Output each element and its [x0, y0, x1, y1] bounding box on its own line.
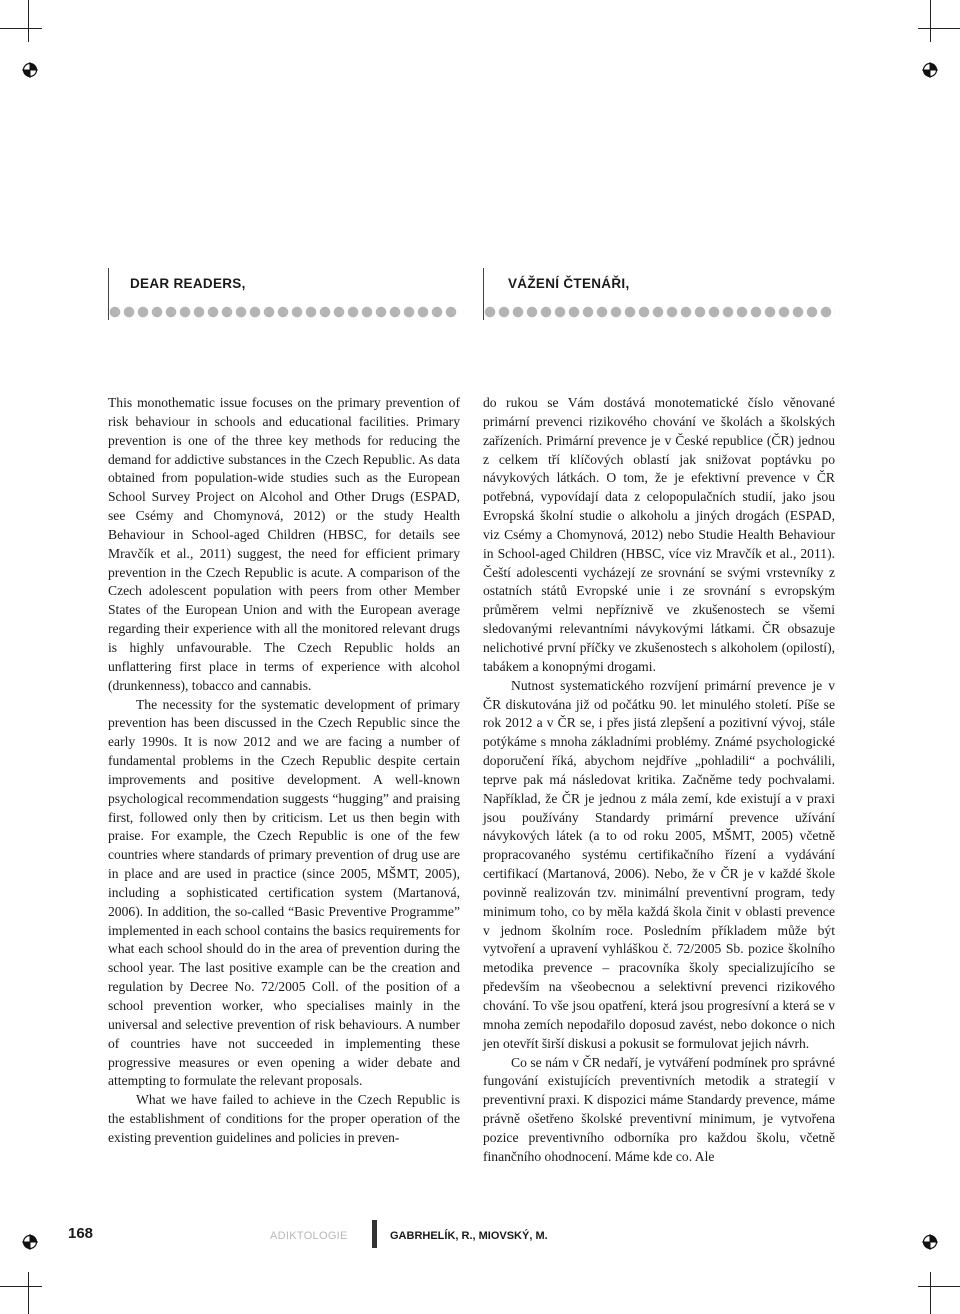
crop-mark — [0, 28, 42, 29]
page-number: 168 — [68, 1225, 94, 1242]
crop-mark — [28, 1272, 29, 1314]
crop-mark — [0, 1286, 42, 1287]
footer-bar — [372, 1220, 377, 1248]
crop-mark — [930, 0, 931, 42]
journal-name: ADIKTOLOGIE — [270, 1230, 348, 1242]
english-paragraph: The necessity for the systematic development of primary prevention has been discussed in the Czech Republic since the early 1990s. It is now 2012 and we are facing a number of fundamental problems in the Czech Republic despite certain improvements and positive development. A well-known psychological recommendation suggests “hugging” and praising first, followed only then by criticism. Let us then begin with praise. For example, the Czech Republic is one of the few countries where standards of primary prevention of drug use are in place and are used in practice (since 2005, MŠMT, 2005), including a sophisticated certification system (Martanová, 2006). In addition, the so-called “Basic Preventive Programme” implemented in each school contains the basics requirements for what each school should do in the area of prevention during the school year. The last positive example can be the creation and regulation by Decree No. 72/2005 Coll. of the position of a school prevention worker, who specialises mainly in the universal and selective prevention of risk behaviours. A number of countries have not succeeded in implementing these progressive measures or even opening a wider debate and attempting to formulate the relevant proposals. — [108, 696, 460, 1089]
registration-mark-icon — [22, 62, 38, 78]
registration-mark-icon — [22, 1234, 38, 1250]
dotted-rule-right — [483, 304, 835, 320]
dotted-rule-left — [108, 304, 458, 320]
registration-mark-icon — [922, 62, 938, 78]
czech-paragraph: Nutnost systematického rozvíjení primární prevence je v ČR diskutována již od počátku 90. let minulého století. Píše se rok 2012 a v ČR se, i přes jistá zlepšení a pozitivní vývoj, stále potýkáme s mnoha základními problémy. Známé psychologické doporučení říká, abychom nejdříve „pohladili“ a pochválili, teprve pak má následovat kritika. Začněme tedy pochvalami. Například, že ČR je jednou z mála zemí, kde existují a v praxi jsou používány Standardy primární prevence užívání návykových látek (a to od roku 2005, MŠMT, 2005) včetně propracovaného systému certifikačního řízení a vydávání certifikací (Martanová, 2006). Nebo, že v ČR je v každé škole povinně realizován tzv. minimální preventivní program, tedy minimum toho, co by měla každá škola činit v oblasti prevence v jednom školním roce. Posledním příkladem může být vytvoření a upravení vyhláškou č. 72/2005 Sb. pozice školního metodika prevence – pracovníka školy specializujícího se především na všeobecnou a selektivní prevenci rizikového chování. To vše jsou opatření, která jsou progresívní a která se v mnoha zemích nepodařilo doposud zavést, nebo dokonce o nich jen otevřít širší diskusi a pokusit se formulovat jejich návrh. — [483, 677, 835, 1051]
registration-mark-icon — [922, 1234, 938, 1250]
czech-paragraph: Co se nám v ČR nedaří, je vytváření podmínek pro správné fungování existujících preventivních metodik a strategií v preventivní praxi. K dispozici máme Standardy prevence, máme právně ošetřeno školské preventivní minimum, je vytvořena pozice preventivního odborníka pro každou školu, včetně finančního ohodnocení. Máme kde co. Ale — [483, 1054, 835, 1164]
section-title-english: DEAR READERS, — [130, 276, 246, 291]
section-title-czech: VÁŽENÍ ČTENÁŘI, — [508, 276, 630, 291]
crop-mark — [28, 0, 29, 42]
czech-column — [483, 394, 835, 1167]
english-paragraph: This monothematic issue focuses on the primary prevention of risk behaviour in schools and educational facilities. Primary prevention is one of the three key methods for reducing the demand for addictive substances in the Czech Republic. As data obtained from population-wide studies such as the European School Survey Project on Alcohol and Other Drugs (ESPAD, see Csémy and Chomynová, 2012) or the study Health Behaviour in School-aged Children (HBSC, for details see Mravčík et al., 2011) suggest, the need for efficient primary prevention in the Czech Republic is acute. A comparison of the Czech adolescent population with peers from other Member States of the European Union and with the European average regarding their experience with all the monitored relevant drugs is highly unfavourable. The Czech Republic holds an unflattering first place in terms of experience with alcohol (drunkenness), tobacco and cannabis. — [108, 395, 460, 693]
author-names: GABRHELÍK, R., MIOVSKÝ, M. — [390, 1230, 548, 1242]
english-paragraph: What we have failed to achieve in the Czech Republic is the establishment of conditions for the proper operation of the existing prevention guidelines and policies in preven- — [108, 1092, 460, 1145]
english-column — [108, 394, 460, 1148]
czech-paragraph: do rukou se Vám dostává monotematické číslo věnované primární prevenci rizikového chování ve školách a školských zařízeních. Primární prevence je v České republice (ČR) jednou z celkem tří klíčových oblastí jak snižovat poptávku po návykových látkách. O tom, že je efektivní prevence v ČR potřebná, vypovídají data z celopopulačních studií, jako jsou Evropská školní studie o alkoholu a jiných drogách (ESPAD, viz Csémy a Chomynová, 2012) nebo Studie Health Behaviour in School-aged Children (HBSC, více viz Mravčík et al., 2011). Čeští adolescenti vycházejí ze srovnání se svými vrstevníky z ostatních států Evropské unie i ze srovnání s evropským průměrem velmi nepříznivě ve zkušenostech se všemi sledovanými relevantními návykovými látkami. ČR obsazuje nelichotivé první příčky ve zkušenostech s alkoholem (opilostí), tabákem a konopnými drogami. — [483, 395, 835, 674]
crop-mark — [930, 1272, 931, 1314]
crop-mark — [918, 1286, 960, 1287]
crop-mark — [918, 28, 960, 29]
